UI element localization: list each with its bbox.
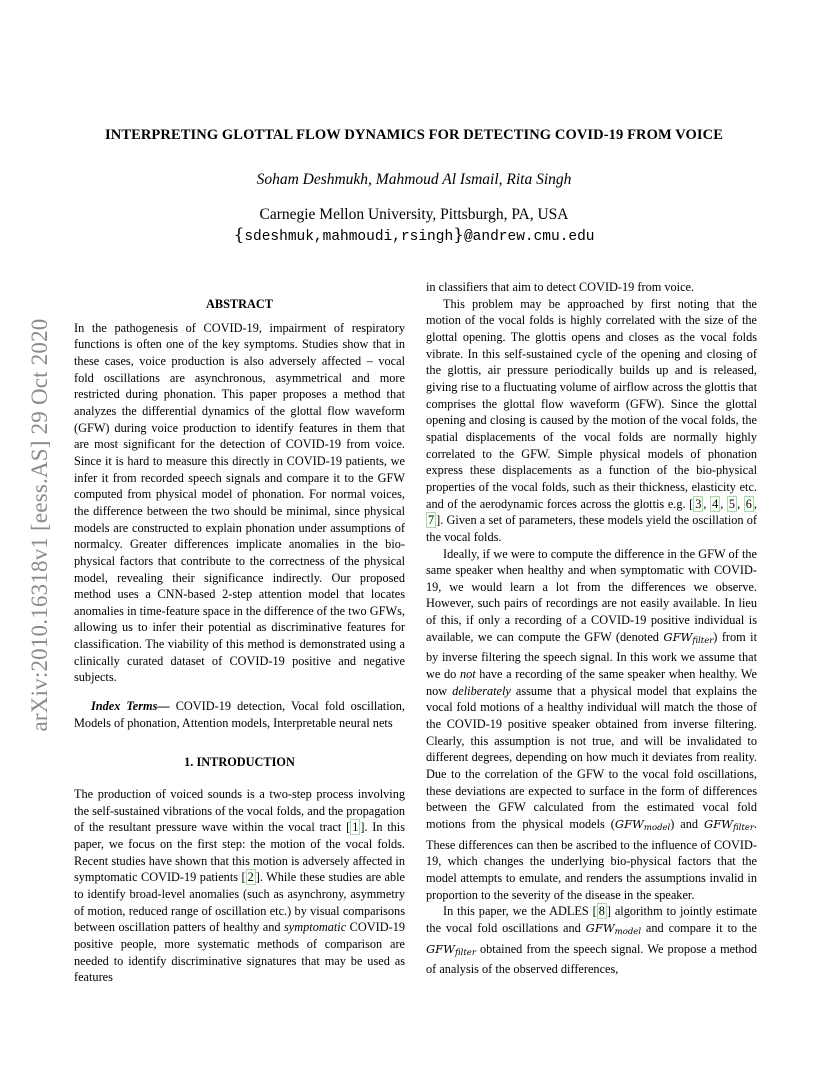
math-sub-filter: filter <box>692 635 714 646</box>
intro-p1-part-b: ]. In this paper, we focus on the first step: the motion of the vocal folds. Recent studies have shown that this motion is adversely affected in symptomatic COVID-19 patients [ <box>74 820 405 885</box>
intro-p3-part-f: . These differences can then be ascribed to the influence of COVID-19, which changes the underlying bio-physical factors that the model attempts to emulate, and renders the assumptions invalid in proportion to the severity of the disease in the speaker. <box>426 817 757 902</box>
introduction-heading: 1. INTRODUCTION <box>184 755 295 770</box>
citation-link-1[interactable]: 1 <box>352 820 359 835</box>
citation-link-2[interactable]: 2 <box>247 870 254 885</box>
math-gfw-label: GFW <box>585 920 615 935</box>
abstract-text: In the pathogenesis of COVID-19, impairment of respiratory functions is often one of the key symptoms. Studies show that in these cases, voice production is also adversely affected – vocal fold oscillations are asynchronous, asymmetrical and more restricted during phonation. This paper proposes a method that analyzes the differential dynamics of the glottal flow waveform (GFW) during voice production to identify features in them that are most significant for the detection of COVID-19 from voice. Since it is hard to measure this directly in COVID-19 patients, we infer it from recorded speech signals and compare it to the GFW computed from physical model of phonation. For normal voices, the difference between the two should be minimal, since physical models are constructed to explain phonation under assumptions of normalcy. Greater differences implicate anomalies in the bio-physical factors that contribute to the correctness of the physical model, revealing their significance indirectly. Our proposed method uses a CNN-based 2-step attention model that locates anomalies in time-feature space in the difference of the two GFWs, allowing us to infer their potential as discriminative features for classification. The viability of this method is demonstrated using a clinically curated dataset of COVID-19 positive and negative subjects. <box>74 320 405 685</box>
right-column <box>426 279 757 978</box>
email-users: sdeshmuk,mahmoudi,rsingh <box>244 229 454 245</box>
email-brace-close: } <box>453 225 464 245</box>
math-sub-model: model <box>643 823 671 833</box>
intro-p3-part-e: ) and <box>670 817 705 831</box>
math-gfw-label: GFW <box>614 817 644 831</box>
intro-p4-part-d: obtained from the speech signal. We propose a method of analysis of the observed differences, <box>426 941 757 977</box>
citation-link-8[interactable]: 8 <box>598 904 605 919</box>
math-sub-filter: filter <box>455 947 476 958</box>
intro-paragraph-3 <box>426 546 757 904</box>
intro-p1-part-a: The production of voiced sounds is a two-step process involving the self-sustained vibrations of the vocal folds, and the propagation of the resultant pressure wave within the vocal tract [ <box>74 787 405 835</box>
intro-p4-part-a: In this paper, we the ADLES [ <box>443 904 597 919</box>
intro-p2-part-a: This problem may be approached by first noting that the motion of the vocal folds is highly correlated with the size of the glottal opening. The glottis opens and closes as the vocal folds vibrate. In this self-sustained cycle of the opening and closing of the glottis, air pressure periodically builds up and is released, giving rise to a fluctuating volume of airflow across the glottis that comprises the glottal flow waveform (GFW). Since the glottal opening and closing is caused by the motion of the vocal folds, the spatial displacements of the vocal folds are normally highly correlated to the GFW. Simple physical models of phonation express these displacements as a function of the bio-physical properties of the vocal folds, such as their thickness, elasticity etc. and of the aerodynamic forces across the glottis e.g. [ <box>426 296 757 511</box>
email-brace-open: { <box>233 225 245 245</box>
intro-p1-part-c: ]. While these studies are able to identify broad-level anomalies (such as asynchrony, asymmetry of motion, reduced range of oscillation etc.) by visual comparisons between oscillation patters of healthy and <box>74 870 406 935</box>
intro-p4-part-c: and compare it to the <box>641 920 757 935</box>
citation-link-7[interactable]: 7 <box>428 513 435 528</box>
math-gfw-model <box>586 921 641 935</box>
arxiv-stamp <box>22 287 58 762</box>
index-terms-text: COVID-19 detection, Vocal fold oscillation, Models of phonation, Attention models, Interpretable neural nets <box>74 699 405 730</box>
citation-link-3[interactable]: 3 <box>695 496 702 511</box>
intro-paragraph-2: This problem may be approached by first noting that the motion of the vocal folds is highly correlated with the size of the glottal opening. The glottis opens and closes as the vocal folds vibrate. In this self-sustained cycle of the opening and closing of the glottis, air pressure periodically builds up and is released, giving rise to a fluctuating volume of airflow across the glottis that comprises the glottal flow waveform (GFW). Since the glottal opening and closing is caused by the motion of the vocal folds, the spatial displacements of the vocal folds are normally highly correlated to the GFW. Simple physical models of phonation express these displacements as a function of the bio-physical properties of the vocal folds, such as their thickness, elasticity etc. and of the aerodynamic forces across the glottis e.g. [ 3 , 4 , 5 , 6 , 7 ]. Given a set of parameters, these models yield the oscillation of the vocal folds. <box>426 296 757 544</box>
intro-p3-deliberately: deliberately <box>452 683 511 698</box>
math-sub-filter: filter <box>733 823 754 833</box>
abstract-heading: ABSTRACT <box>206 297 273 311</box>
paper-email <box>60 225 768 245</box>
math-gfw-filter <box>704 817 754 831</box>
citation-link-5[interactable]: 5 <box>728 496 736 511</box>
math-sub-model: model <box>614 926 642 937</box>
intro-paragraph-4 <box>426 903 757 978</box>
intro-p1-continuation: in classifiers that aim to detect COVID-19 from voice. <box>426 280 695 294</box>
intro-p4-part-b: ] algorithm to jointly estimate the vocal fold oscillations and <box>426 904 757 935</box>
intro-p3-part-d: assume that a physical model that explains the vocal fold motions of a healthy individual will match the those of the COVID-19 positive speaker obtained from inverse filtering. Clearly, this assumption is not true, and will be invalidated to different degrees, depending on how much it deviates from reality. Due to the correlation of the GFW to the vocal fold oscillations, these deviations are expected to surface in the form of differences between the GFW calculated from the estimated vocal fold motions from the physical models ( <box>426 683 757 831</box>
intro-p3-not: not <box>459 667 476 682</box>
left-column <box>74 296 405 986</box>
math-gfw-label: GFW <box>426 941 455 956</box>
intro-p3-part-a: Ideally, if we were to compute the difference in the GFW of the same speaker when healthy and when symptomatic with COVID-19, we would learn a lot from the differences we observe. However, such pairs of recordings are not easily available. In lieu of this, if only a recording of a COVID-19 positive individual is available, we can compute the GFW (denoted <box>426 546 757 644</box>
citation-link-4[interactable]: 4 <box>712 496 719 511</box>
intro-p3-part-c: have a recording of the same speaker when healthy. We now <box>426 667 757 698</box>
paper-authors: Soham Deshmukh, Mahmoud Al Ismail, Rita Singh <box>256 171 572 188</box>
intro-p2-part-b: ]. Given a set of parameters, these models yield the oscillation of the vocal folds. <box>426 513 757 544</box>
arxiv-stamp-text: arXiv:2010.16318v1 [eess.AS] 29 Oct 2020 <box>27 317 52 732</box>
index-terms <box>74 698 405 731</box>
intro-p1-emphasis: symptomatic <box>284 920 347 935</box>
email-domain: @andrew.cmu.edu <box>463 229 595 245</box>
intro-p1-part-d: COVID-19 positive people, more systematic methods of comparison are needed to identify discriminative signatures that may be used as features <box>74 920 405 985</box>
intro-paragraph-1 <box>74 786 405 986</box>
math-gfw-filter <box>426 942 476 956</box>
math-gfw-label: GFW <box>704 817 734 831</box>
math-gfw-filter <box>663 630 713 644</box>
index-terms-label: Index Terms— <box>91 699 170 714</box>
math-gfw-label: GFW <box>663 629 693 644</box>
paper-title: INTERPRETING GLOTTAL FLOW DYNAMICS FOR DETECTING COVID-19 FROM VOICE <box>105 127 723 143</box>
math-gfw-model <box>615 817 670 831</box>
paper-affiliation: Carnegie Mellon University, Pittsburgh, PA, USA <box>259 206 569 223</box>
citation-link-6[interactable]: 6 <box>745 496 752 511</box>
intro-p3-part-b: ) from it by inverse filtering the speech signal. In this work we assume that we do <box>426 629 757 682</box>
